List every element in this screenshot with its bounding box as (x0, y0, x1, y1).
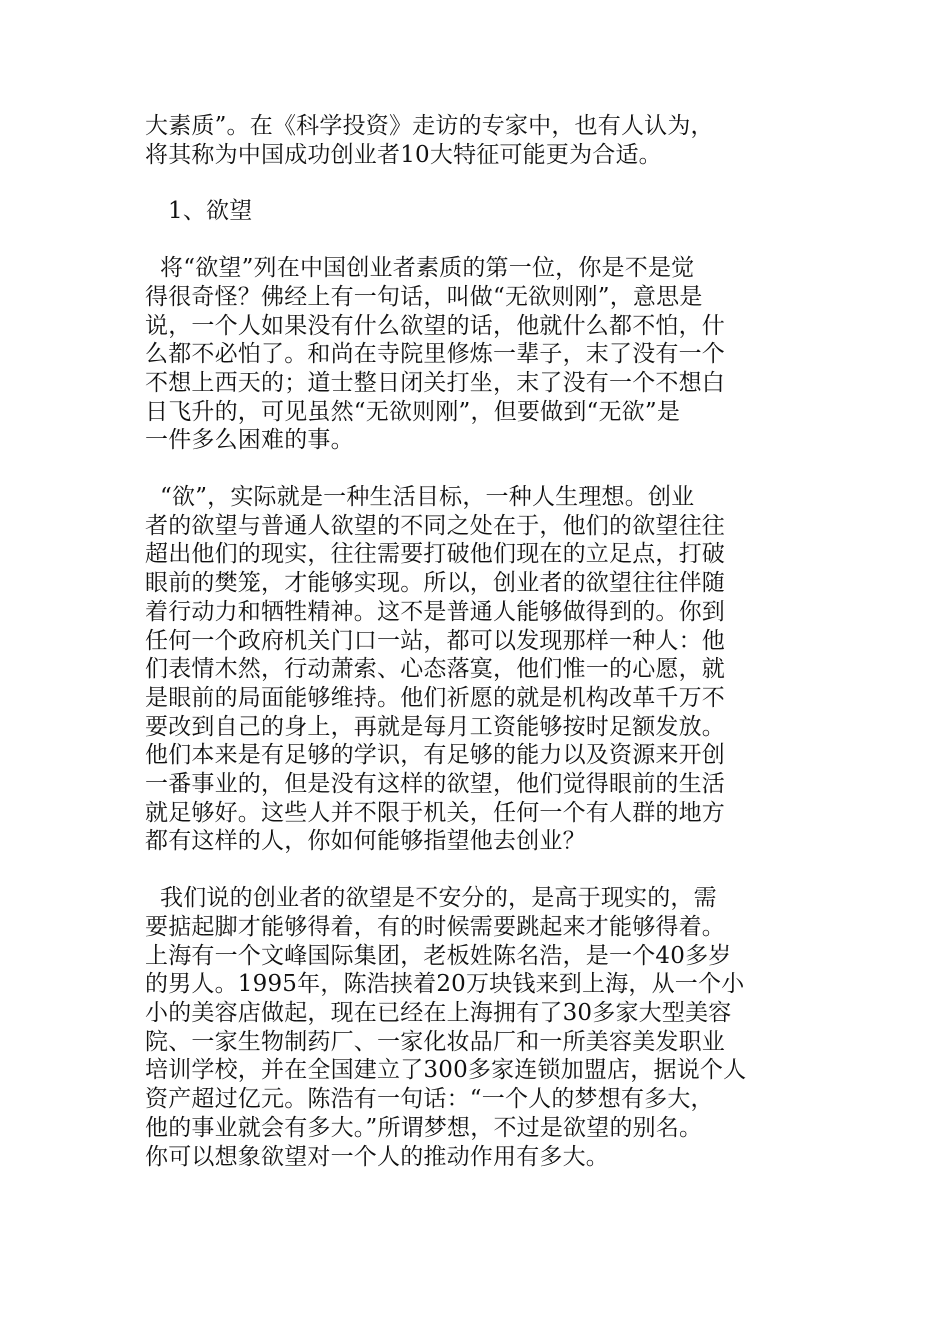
paragraph-gap (145, 226, 810, 254)
paragraph-intro: 大素质”。在《科学投资》走访的专家中，也有人认为， 将其称为中国成功创业者10大特征可能更为合适。 (145, 113, 714, 168)
paragraph-1: 将“欲望”列在中国创业者素质的第一位，你是不是觉 得很奇怪？佛经上有一句话，叫做“无欲则刚”，意思是 说，一个人如果没有什么欲望的话，他就什么都不怕，什 么都不必怕了。和尚在寺院里修炼一辈子，末了没有一个 不想上西天的；道士整日闭关打坐，末了没有一个不想白 日飞升的，可见虽然“无欲则刚”，但要做到“无欲”是 一件多么困难的事。 (145, 255, 725, 454)
paragraph-3: 我们说的创业者的欲望是不安分的，是高于现实的，需 要掂起脚才能够得着，有的时候需要跳起来才能够得着。 上海有一个文峰国际集团，老板姓陈名浩，是一个40多岁 的男人。1995年，陈浩挟着20万块钱来到上海，从一个小 小的美容店做起，现在已经在上海拥有了30多家大型美容 院、一家生物制药厂、一家化妆品厂和一所美容美发职业 培训学校，并在全国建立了300多家连锁加盟店，据说个人 资产超过亿元。陈浩有一句话：“一个人的梦想有多大， 他的事业就会有多大。”所谓梦想，不过是欲望的别名。 你可以想象欲望对一个人的推动作用有多大。 (145, 885, 747, 1170)
paragraph-gap (145, 455, 810, 483)
paragraph-gap (145, 856, 810, 884)
paragraph-2: “欲”，实际就是一种生活目标，一种人生理想。创业 者的欲望与普通人欲望的不同之处在于，他们的欲望往往 超出他们的现实，往往需要打破他们现在的立足点，打破 眼前的樊笼，才能够实现。所以，创业者的欲望往往伴随 着行动力和牺牲精神。这不是普通人能够做得到的。你到 任何一个政府机关门口一站，都可以发现那样一种人：他 们表情木然，行动萧索、心态落寞，他们惟一的心愿，就 是眼前的局面能够维持。他们祈愿的就是机构改革千万不 要改到自己的身上，再就是每月工资能够按时足额发放。 他们本来是有足够的学识，有足够的能力以及资源来开创 一番事业的，但是没有这样的欲望，他们觉得眼前的生活 就足够好。这些人并不限于机关，任何一个有人群的地方 都有这样的人，你如何能够指望他去创业？ (145, 484, 725, 855)
paragraph-gap (145, 169, 810, 197)
section-heading: 1、欲望 (168, 198, 253, 225)
document-body (145, 112, 810, 1171)
